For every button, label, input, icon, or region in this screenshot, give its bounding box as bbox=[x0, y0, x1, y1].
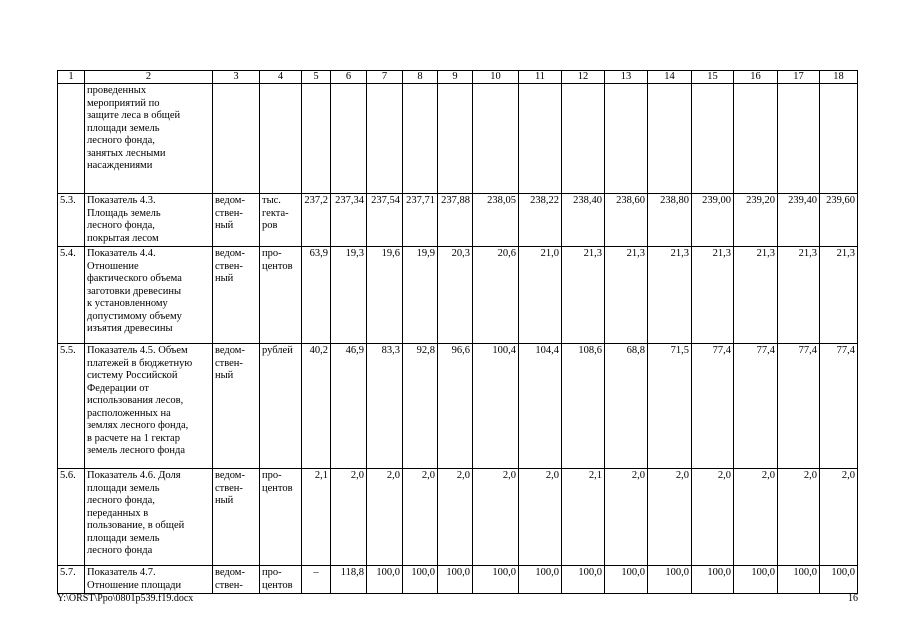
indicator-name: Показатель 4.7. Отношение площади bbox=[85, 566, 213, 594]
unit bbox=[260, 84, 302, 194]
value-cell: 100,0 bbox=[562, 566, 605, 594]
value-cell: 21,3 bbox=[778, 247, 820, 344]
value-cell: 238,60 bbox=[605, 194, 648, 247]
value-cell: 2,0 bbox=[692, 469, 734, 566]
value-cell: 100,0 bbox=[519, 566, 562, 594]
column-number-17: 17 bbox=[778, 71, 820, 84]
data-source: ведом- ствен- ный bbox=[213, 469, 260, 566]
value-cell: 2,0 bbox=[367, 469, 403, 566]
value-cell: 239,00 bbox=[692, 194, 734, 247]
value-cell: 21,3 bbox=[734, 247, 778, 344]
row-number: 5.4. bbox=[58, 247, 85, 344]
indicators-table bbox=[57, 70, 858, 594]
value-cell: 19,9 bbox=[403, 247, 438, 344]
data-source: ведом- ствен- ный bbox=[213, 247, 260, 344]
data-source: ведом- ствен- bbox=[213, 566, 260, 594]
value-cell: 100,4 bbox=[473, 344, 519, 469]
value-cell: 2,0 bbox=[519, 469, 562, 566]
indicator-name: проведенных мероприятий по защите леса в общей площади земель лесного фонда, занятых лесными насаждениями bbox=[85, 84, 213, 194]
unit: про- центов bbox=[260, 566, 302, 594]
value-cell: 100,0 bbox=[367, 566, 403, 594]
value-cell: 21,3 bbox=[605, 247, 648, 344]
value-cell bbox=[302, 84, 331, 194]
column-number-12: 12 bbox=[562, 71, 605, 84]
value-cell bbox=[562, 84, 605, 194]
value-cell: 2,0 bbox=[778, 469, 820, 566]
value-cell: 100,0 bbox=[734, 566, 778, 594]
value-cell: 2,0 bbox=[331, 469, 367, 566]
indicator-name: Показатель 4.5. Объем платежей в бюджетную систему Российской Федерации от использования лесов, расположенных на землях лесного фонда, в расчете на 1 гектар земель лесного фонда bbox=[85, 344, 213, 469]
value-cell: 2,1 bbox=[562, 469, 605, 566]
value-cell: 77,4 bbox=[820, 344, 858, 469]
indicator-name: Показатель 4.3. Площадь земель лесного фонда, покрытая лесом bbox=[85, 194, 213, 247]
value-cell: 2,0 bbox=[734, 469, 778, 566]
value-cell: 239,60 bbox=[820, 194, 858, 247]
table-row bbox=[58, 469, 858, 566]
value-cell: 71,5 bbox=[648, 344, 692, 469]
value-cell: 96,6 bbox=[438, 344, 473, 469]
value-cell: 2,0 bbox=[648, 469, 692, 566]
value-cell: 108,6 bbox=[562, 344, 605, 469]
indicator-name: Показатель 4.4. Отношение фактического объема заготовки древесины к установленному допустимому объему изъятия древесины bbox=[85, 247, 213, 344]
value-cell: 21,3 bbox=[692, 247, 734, 344]
value-cell: 237,71 bbox=[403, 194, 438, 247]
table-row bbox=[58, 566, 858, 594]
value-cell: 2,0 bbox=[403, 469, 438, 566]
table-row bbox=[58, 194, 858, 247]
value-cell: 237,54 bbox=[367, 194, 403, 247]
value-cell: 63,9 bbox=[302, 247, 331, 344]
value-cell: 68,8 bbox=[605, 344, 648, 469]
column-number-13: 13 bbox=[605, 71, 648, 84]
value-cell bbox=[473, 84, 519, 194]
unit: про- центов bbox=[260, 469, 302, 566]
column-number-11: 11 bbox=[519, 71, 562, 84]
value-cell: 118,8 bbox=[331, 566, 367, 594]
value-cell: 237,2 bbox=[302, 194, 331, 247]
row-number: 5.3. bbox=[58, 194, 85, 247]
value-cell bbox=[438, 84, 473, 194]
row-number bbox=[58, 84, 85, 194]
header-row bbox=[58, 71, 858, 84]
value-cell: 238,22 bbox=[519, 194, 562, 247]
value-cell: 92,8 bbox=[403, 344, 438, 469]
value-cell: – bbox=[302, 566, 331, 594]
value-cell: 237,34 bbox=[331, 194, 367, 247]
row-number: 5.5. bbox=[58, 344, 85, 469]
value-cell: 2,0 bbox=[473, 469, 519, 566]
value-cell: 100,0 bbox=[605, 566, 648, 594]
value-cell: 20,3 bbox=[438, 247, 473, 344]
column-number-3: 3 bbox=[213, 71, 260, 84]
row-number: 5.7. bbox=[58, 566, 85, 594]
table-row bbox=[58, 247, 858, 344]
data-source bbox=[213, 84, 260, 194]
value-cell: 21,0 bbox=[519, 247, 562, 344]
value-cell: 2,0 bbox=[438, 469, 473, 566]
value-cell: 21,3 bbox=[820, 247, 858, 344]
column-number-18: 18 bbox=[820, 71, 858, 84]
value-cell bbox=[605, 84, 648, 194]
unit: про- центов bbox=[260, 247, 302, 344]
value-cell bbox=[778, 84, 820, 194]
column-number-2: 2 bbox=[85, 71, 213, 84]
value-cell: 20,6 bbox=[473, 247, 519, 344]
column-number-4: 4 bbox=[260, 71, 302, 84]
indicator-name: Показатель 4.6. Доля площади земель лесного фонда, переданных в пользование, в общей площади земель лесного фонда bbox=[85, 469, 213, 566]
table-row bbox=[58, 84, 858, 194]
value-cell: 19,3 bbox=[331, 247, 367, 344]
value-cell: 100,0 bbox=[473, 566, 519, 594]
column-number-16: 16 bbox=[734, 71, 778, 84]
value-cell: 2,0 bbox=[605, 469, 648, 566]
value-cell bbox=[648, 84, 692, 194]
value-cell: 19,6 bbox=[367, 247, 403, 344]
value-cell: 100,0 bbox=[820, 566, 858, 594]
value-cell: 77,4 bbox=[692, 344, 734, 469]
value-cell bbox=[692, 84, 734, 194]
column-number-1: 1 bbox=[58, 71, 85, 84]
value-cell: 77,4 bbox=[734, 344, 778, 469]
value-cell: 239,20 bbox=[734, 194, 778, 247]
value-cell bbox=[331, 84, 367, 194]
value-cell: 21,3 bbox=[562, 247, 605, 344]
value-cell: 40,2 bbox=[302, 344, 331, 469]
value-cell: 83,3 bbox=[367, 344, 403, 469]
value-cell: 238,40 bbox=[562, 194, 605, 247]
value-cell: 2,1 bbox=[302, 469, 331, 566]
value-cell: 100,0 bbox=[648, 566, 692, 594]
data-source: ведом- ствен- ный bbox=[213, 344, 260, 469]
data-source: ведом- ствен- ный bbox=[213, 194, 260, 247]
value-cell: 238,80 bbox=[648, 194, 692, 247]
page-number: 16 bbox=[848, 593, 858, 604]
value-cell: 77,4 bbox=[778, 344, 820, 469]
value-cell: 100,0 bbox=[438, 566, 473, 594]
value-cell: 2,0 bbox=[820, 469, 858, 566]
file-path: Y:\ORST\Ppo\0801p539.f19.docx bbox=[57, 593, 194, 604]
column-number-8: 8 bbox=[403, 71, 438, 84]
table-row bbox=[58, 344, 858, 469]
column-number-14: 14 bbox=[648, 71, 692, 84]
unit: тыс. гекта- ров bbox=[260, 194, 302, 247]
value-cell: 237,88 bbox=[438, 194, 473, 247]
value-cell bbox=[519, 84, 562, 194]
value-cell bbox=[734, 84, 778, 194]
column-number-5: 5 bbox=[302, 71, 331, 84]
value-cell: 239,40 bbox=[778, 194, 820, 247]
value-cell: 100,0 bbox=[778, 566, 820, 594]
value-cell: 21,3 bbox=[648, 247, 692, 344]
column-number-7: 7 bbox=[367, 71, 403, 84]
value-cell bbox=[367, 84, 403, 194]
column-number-15: 15 bbox=[692, 71, 734, 84]
value-cell: 104,4 bbox=[519, 344, 562, 469]
value-cell bbox=[403, 84, 438, 194]
column-number-6: 6 bbox=[331, 71, 367, 84]
value-cell: 46,9 bbox=[331, 344, 367, 469]
column-number-9: 9 bbox=[438, 71, 473, 84]
row-number: 5.6. bbox=[58, 469, 85, 566]
unit: рублей bbox=[260, 344, 302, 469]
value-cell: 100,0 bbox=[692, 566, 734, 594]
value-cell: 238,05 bbox=[473, 194, 519, 247]
column-number-10: 10 bbox=[473, 71, 519, 84]
value-cell bbox=[820, 84, 858, 194]
value-cell: 100,0 bbox=[403, 566, 438, 594]
